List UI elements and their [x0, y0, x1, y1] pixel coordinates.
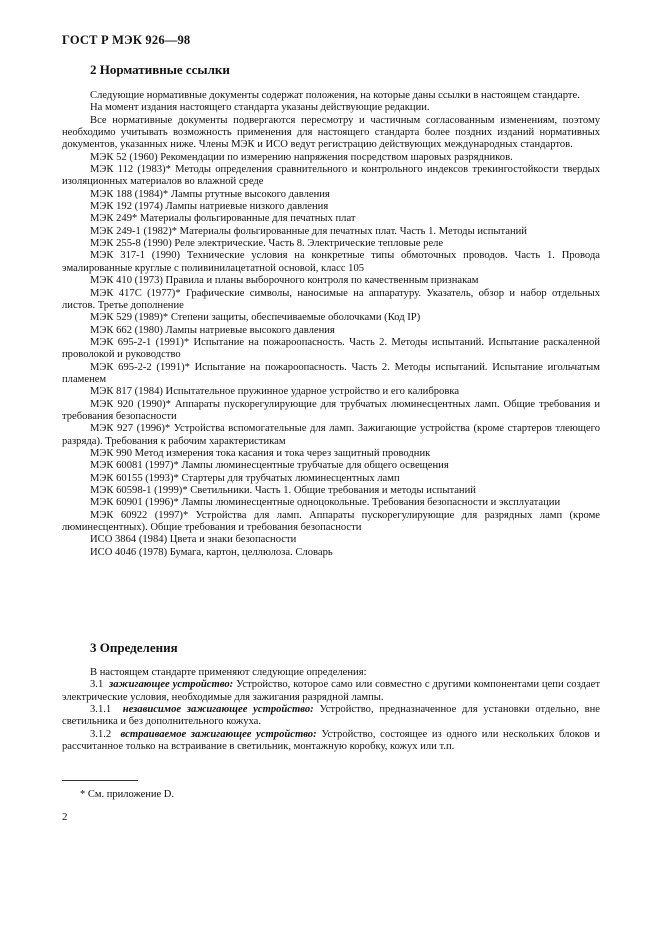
reference-item: МЭК 662 (1980) Лампы натриевые высокого давления	[90, 324, 335, 336]
definition-text: Устройство, состоящее из одного или нескольких блоков и рассчитанное только на встраивание в светильник, монтажную коробку, кожух или т.п.	[62, 728, 601, 753]
definition-number: 3.1	[90, 679, 104, 691]
definition-text: Устройство, которое само или совместно с другими компонентами цепи создает электрические условия, необходимые для зажигания разрядной лампы.	[62, 679, 600, 703]
intro-paragraph: Все нормативные документы подвергаются пересмотру и частичным согласованным изменениям, поэтому необходимо учитывать возможность применения для настоящего стандарта более поздних изданий нормативных документов, указанных ниже. Члены МЭК и ИСО ведут регистрацию действующих международных стандартов.	[62, 114, 600, 151]
reference-item: МЭК 990 Метод измерения тока касания и тока через защитный проводник	[90, 447, 431, 459]
definition-item	[62, 704, 600, 729]
reference-item: МЭК 927 (1996)* Устройства вспомогательные для ламп. Зажигающие устройства (кроме стартеров тлеющего разряда). Требования к рабочим характеристикам	[62, 423, 600, 447]
reference-item: МЭК 188 (1984)* Лампы ртутные высокого давления	[90, 188, 330, 200]
reference-item: МЭК 529 (1989)* Степени защиты, обеспечиваемые оболочками (Код IP)	[90, 312, 421, 324]
section-2-body	[62, 90, 600, 559]
reference-item: ИСО 4046 (1978) Бумага, картон, целлюлоза. Словарь	[90, 546, 333, 558]
reference-item: МЭК 255-8 (1990) Реле электрические. Часть 8. Электрические тепловые реле	[90, 238, 444, 250]
intro-paragraph: На момент издания настоящего стандарта указаны действующие редакции.	[90, 102, 430, 114]
reference-item: МЭК 920 (1990)* Аппараты пускорегулирующие для трубчатых люминесцентных ламп. Общие требования и требования безопасности	[62, 398, 600, 422]
reference-item: МЭК 317-1 (1990) Технические условия на конкретные типы обмоточных проводов. Часть 1. Провода эмалированные круглые с поливинилацетатной основой, класс 105	[62, 250, 600, 274]
definition-text: Устройство, предназначенное для установки отдельно, вне светильника и без дополнительного кожуха.	[62, 704, 600, 728]
footnote: * См. приложение D.	[80, 789, 174, 800]
reference-item: МЭК 60922 (1997)* Устройства для ламп. Аппараты пускорегулирующие для разрядных ламп (кроме люминесцентных). Общие требования и требования безопасности	[62, 509, 600, 534]
reference-item: МЭК 192 (1974) Лампы натриевые низкого давления	[90, 201, 329, 213]
footnote-divider	[62, 780, 138, 781]
page-number: 2	[62, 811, 68, 823]
reference-item: ИСО 3864 (1984) Цвета и знаки безопасности	[90, 534, 297, 546]
section-2-title: 2 Нормативные ссылки	[90, 62, 230, 77]
reference-item: МЭК 60901 (1996)* Лампы люминесцентные одноцокольные. Требования безопасности и эксплуатации	[90, 497, 561, 509]
reference-item: МЭК 249* Материалы фольгированные для печатных плат	[90, 213, 356, 225]
reference-item: МЭК 410 (1973) Правила и планы выборочного контроля по качественным признакам	[90, 275, 479, 287]
reference-item: МЭК 112 (1983)* Методы определения сравнительного и контрольного индексов трекингостойкости твердых изоляционных материалов во влажной среде	[62, 164, 600, 188]
definition-item	[62, 729, 600, 754]
definition-number: 3.1.2	[90, 728, 112, 740]
reference-item: МЭК 817 (1984) Испытательное пружинное ударное устройство и его калибровка	[90, 386, 460, 398]
intro-paragraph: Следующие нормативные документы содержат положения, на которые даны ссылки в настоящем стандарте.	[90, 90, 580, 101]
reference-item: МЭК 249-1 (1982)* Материалы фольгированные для печатных плат. Часть 1. Методы испытаний	[90, 225, 527, 237]
definition-number: 3.1.1	[90, 704, 112, 716]
reference-item: МЭК 60155 (1993)* Стартеры для трубчатых люминесцентных ламп	[90, 472, 400, 484]
definition-term: встраиваемое зажигающее устройство:	[120, 728, 317, 740]
definitions-intro: В настоящем стандарте применяют следующие определения:	[90, 667, 367, 678]
standard-code-header: ГОСТ Р МЭК 926—98	[62, 33, 191, 47]
definition-term: зажигающее устройство:	[109, 679, 234, 691]
reference-item: МЭК 695-2-1 (1991)* Испытание на пожароопасность. Часть 2. Методы испытаний. Испытание раскаленной проволокой и руководство	[62, 336, 600, 361]
reference-item: МЭК 60081 (1997)* Лампы люминесцентные трубчатые для общего освещения	[90, 460, 449, 472]
definition-item	[62, 679, 600, 704]
definition-term: независимое зажигающее устройство:	[122, 704, 314, 716]
reference-item: МЭК 695-2-2 (1991)* Испытание на пожароопасность. Часть 2. Методы испытаний. Испытание игольчатым пламенем	[62, 361, 600, 385]
reference-item: МЭК 60598-1 (1999)* Светильники. Часть 1. Общие требования и методы испытаний	[90, 485, 476, 496]
reference-item: МЭК 417С (1977)* Графические символы, наносимые на аппаратуру. Указатель, обзор и набор отдельных листов. Третье дополнение	[62, 287, 600, 311]
section-3-title: 3 Определения	[90, 640, 178, 655]
reference-item: МЭК 52 (1960) Рекомендации по измерению напряжения посредством шаровых разрядников.	[90, 151, 513, 163]
section-3-body	[62, 667, 600, 753]
